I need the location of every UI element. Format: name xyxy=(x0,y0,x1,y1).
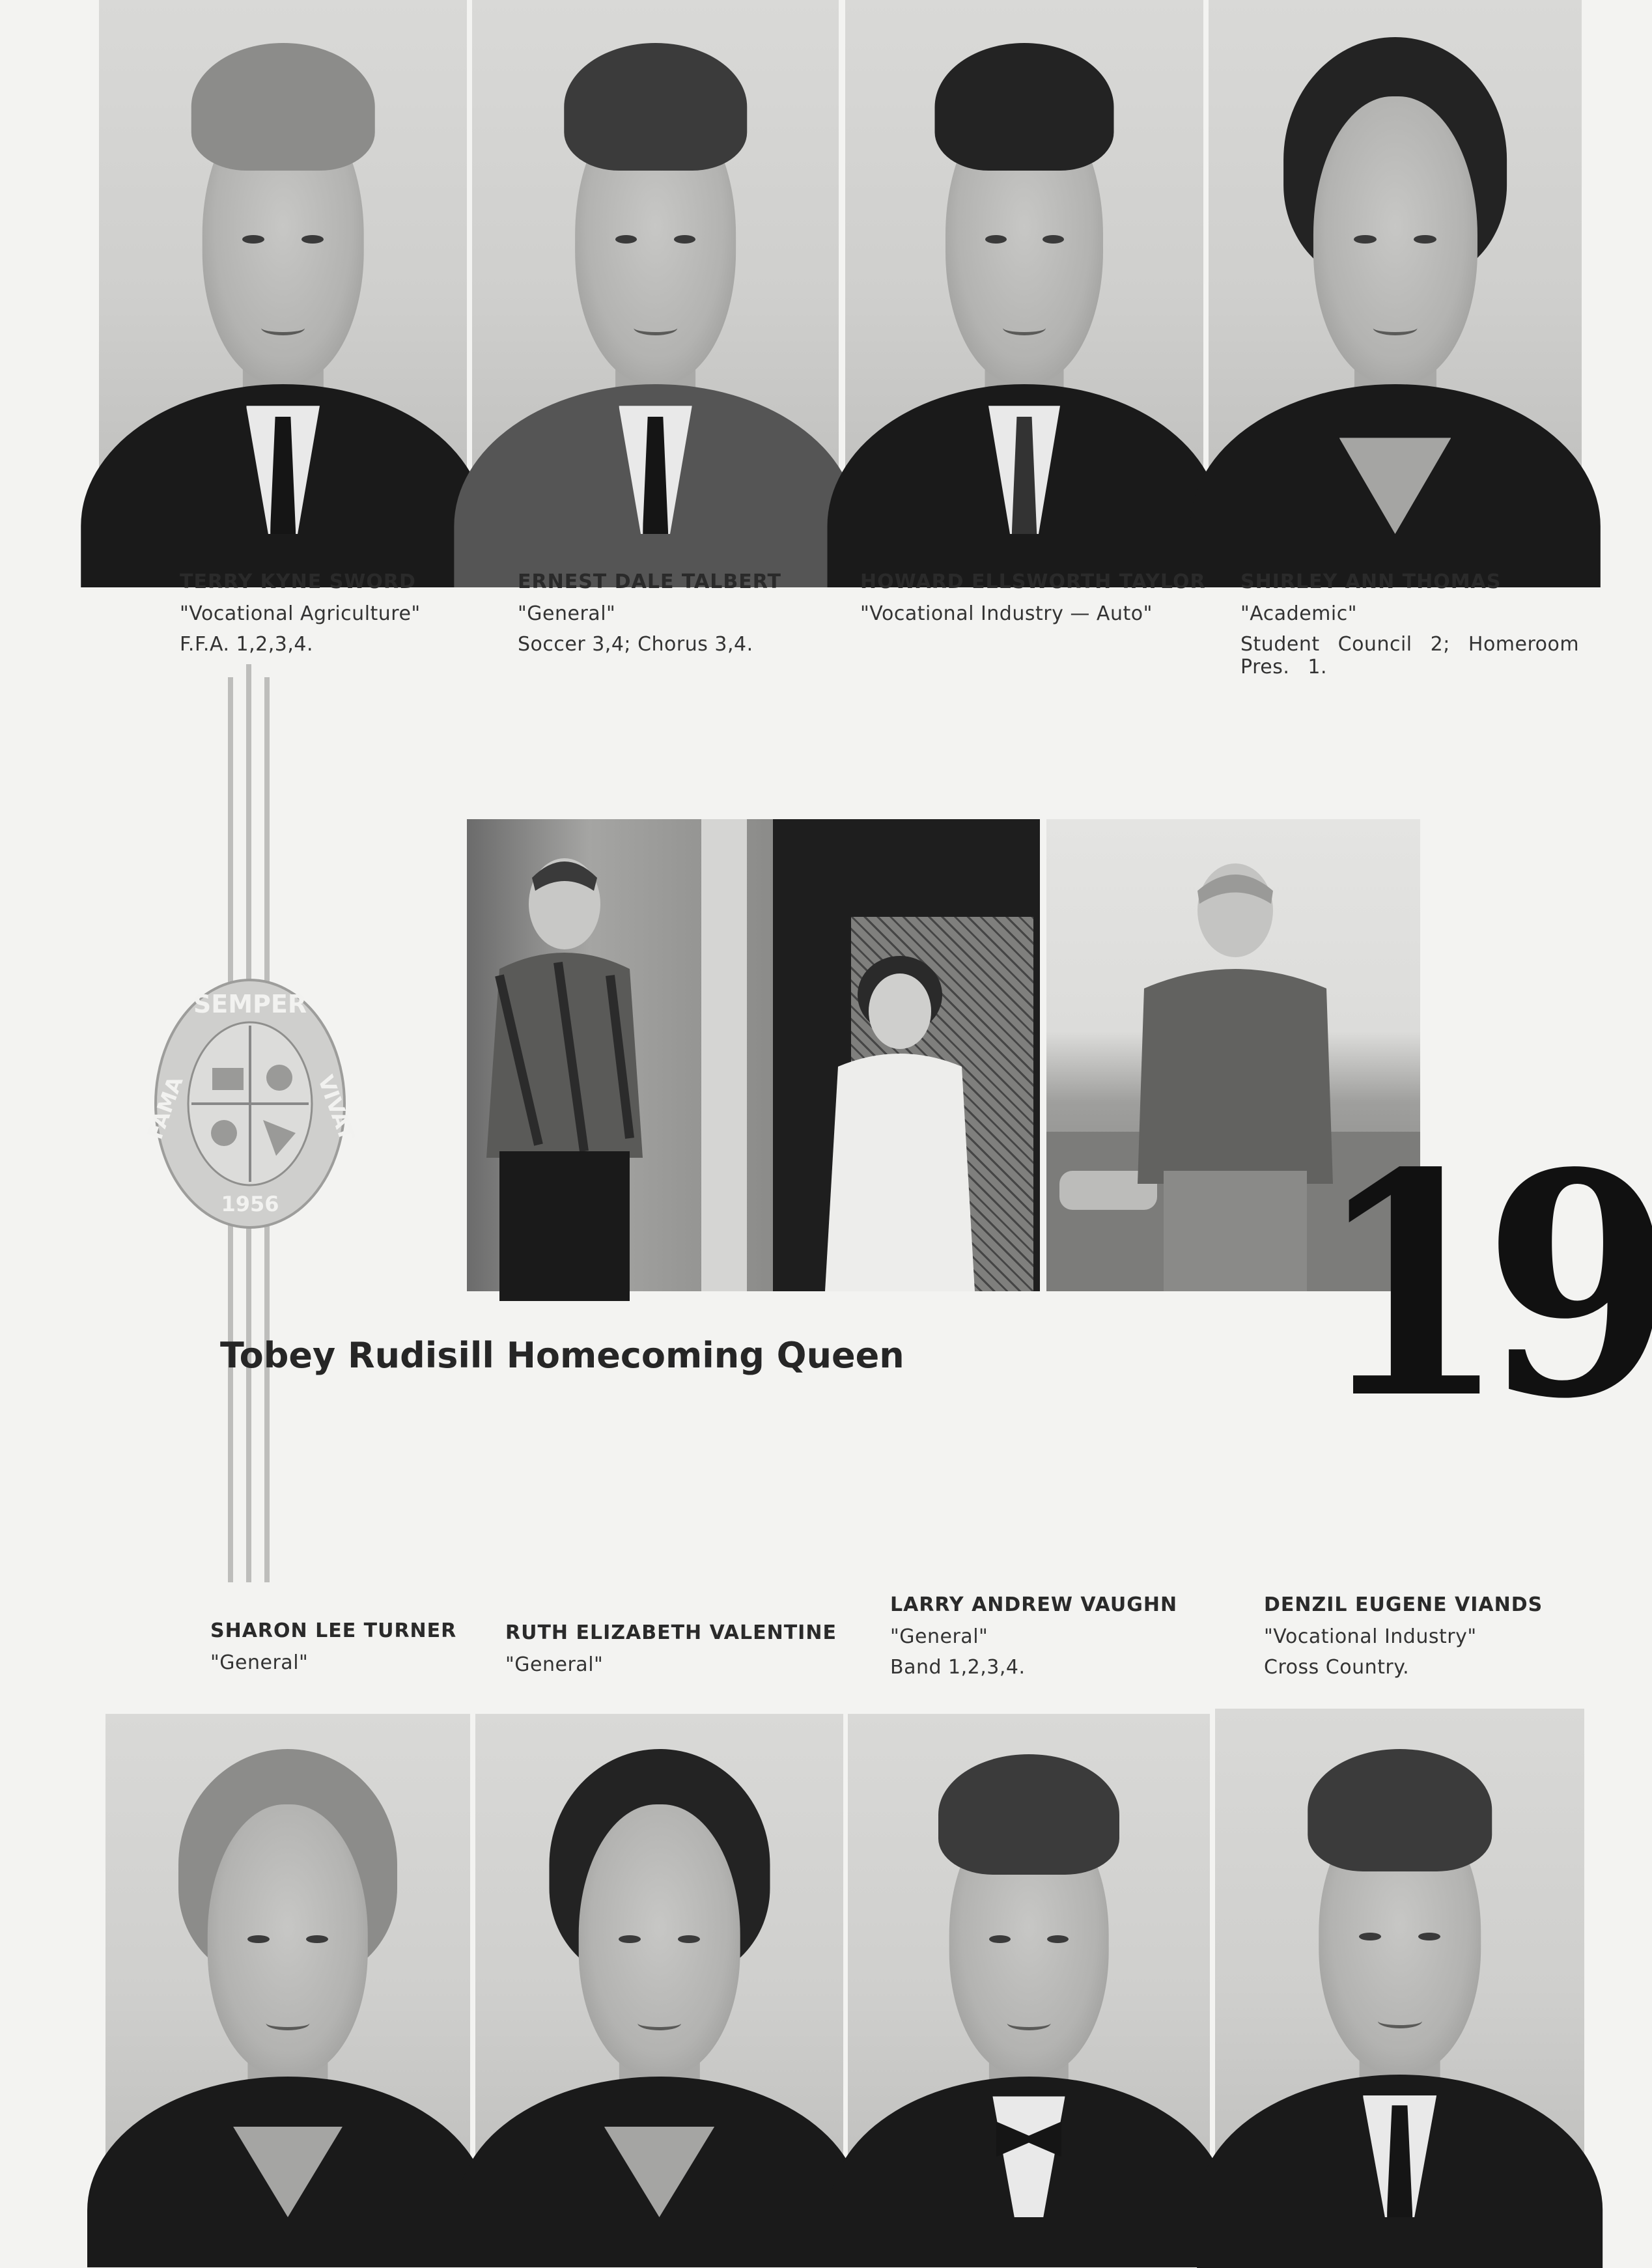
caption-ruth-valentine xyxy=(505,1621,837,1684)
school-seal-icon xyxy=(142,977,359,1231)
caption-howard-taylor xyxy=(860,570,1206,633)
portrait-shirley-thomas xyxy=(1209,0,1582,534)
caption-larry-vaughn xyxy=(890,1593,1190,1687)
caption-ernest-talbert xyxy=(518,570,804,664)
student-course: "Vocational Agriculture" xyxy=(180,602,421,625)
caption-denzil-viands xyxy=(1264,1593,1576,1687)
student-name: SHIRLEY ANN THOMAS xyxy=(1240,570,1502,593)
student-course: "Academic" xyxy=(1240,602,1358,625)
student-course: "General" xyxy=(518,602,616,625)
student-course: "Vocational Industry" xyxy=(1264,1625,1477,1648)
portrait-terry-sword xyxy=(99,0,467,534)
caption-sharon-turner xyxy=(210,1619,484,1682)
student-activities: Cross Country. xyxy=(1264,1656,1410,1679)
student-activities: F.F.A. 1,2,3,4. xyxy=(180,633,314,656)
student-name: SHARON LEE TURNER xyxy=(210,1619,457,1642)
caption-terry-sword xyxy=(180,570,453,664)
candid-girl-figure xyxy=(819,949,981,1291)
caption-shirley-thomas xyxy=(1240,570,1595,686)
student-course: "General" xyxy=(890,1625,988,1648)
student-activities: Student Council 2; Homeroom Pres. 1. xyxy=(1240,633,1580,679)
portrait-larry-vaughn xyxy=(848,1714,1210,2217)
student-name: RUTH ELIZABETH VALENTINE xyxy=(505,1621,837,1644)
portrait-ernest-talbert xyxy=(472,0,839,534)
portrait-ruth-valentine xyxy=(475,1714,843,2217)
seal-year: 1956 xyxy=(221,1192,279,1216)
student-activities: Soccer 3,4; Chorus 3,4. xyxy=(518,633,753,656)
student-course: "General" xyxy=(505,1653,604,1676)
student-name: DENZIL EUGENE VIANDS xyxy=(1264,1593,1543,1616)
portrait-sharon-turner xyxy=(105,1714,470,2217)
candid-photo-doorway xyxy=(467,819,1040,1291)
student-name: TERRY KYNE SWORD xyxy=(180,570,416,593)
student-course: "General" xyxy=(210,1651,309,1674)
student-course: "Vocational Industry — Auto" xyxy=(860,602,1153,625)
student-name: HOWARD ELLSWORTH TAYLOR xyxy=(860,570,1206,593)
portrait-howard-taylor xyxy=(845,0,1203,534)
seal-motto-left: FAMA xyxy=(142,1072,188,1143)
candid-boy-figure xyxy=(480,845,649,1301)
student-activities: Band 1,2,3,4. xyxy=(890,1656,1026,1679)
homecoming-caption: Tobey Rudisill Homecoming Queen xyxy=(220,1335,904,1376)
seal-motto-right: VIVAT xyxy=(313,1072,359,1144)
student-name: LARRY ANDREW VAUGHN xyxy=(890,1593,1178,1616)
seal-motto-top: SEMPER xyxy=(193,990,307,1018)
student-name: ERNEST DALE TALBERT xyxy=(518,570,781,593)
year-numerals: 19 xyxy=(1315,1106,1652,1466)
portrait-denzil-viands xyxy=(1215,1709,1584,2217)
